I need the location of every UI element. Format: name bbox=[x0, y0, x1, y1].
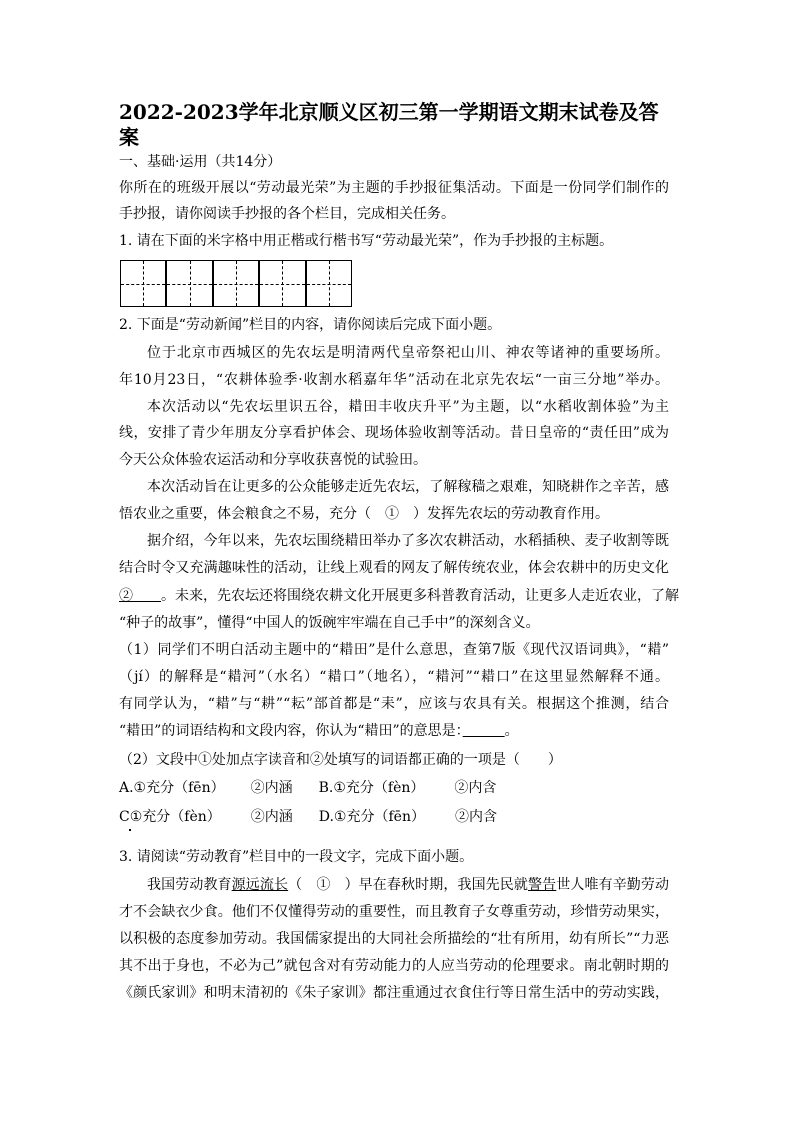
passage-line: 本次活动以“先农坛里识五谷，耤田丰收庆升平”为主题，以“水稻收割体验”为主 bbox=[147, 399, 669, 415]
grid-cell[interactable] bbox=[260, 261, 306, 306]
grid-cell[interactable] bbox=[214, 261, 260, 306]
underlined-phrase: 警告 bbox=[528, 877, 557, 893]
passage-line: 以积极的态度参加劳动。我国儒家提出的大同社会所描绘的“壮有所用，幼有所长”“力恶 bbox=[119, 931, 669, 947]
passage-line: 《颜氏家训》和明末清初的《朱子家训》都注重通过衣食住行等日常生活中的劳动实践， bbox=[119, 985, 669, 1001]
option-a-word: ②内涵 bbox=[250, 780, 293, 796]
writing-grid[interactable] bbox=[120, 260, 352, 307]
sub-question-line: 有同学认为，“耤”与“耕”“耘”部首都是“耒”，应该与农具有关。根据这个推测，结合 bbox=[119, 696, 669, 712]
passage-line: 位于北京市西城区的先农坛是明清两代皇帝祭祀山川、神农等诸神的重要场所。 bbox=[147, 345, 669, 361]
option-a[interactable]: A.①充分（fēn） bbox=[119, 780, 225, 796]
option-c[interactable]: C①充分（fèn） bbox=[119, 809, 221, 825]
passage-line: 线，安排了青少年朋友分享看护体会、现场体验收割等活动。昔日皇帝的“责任田”成为 bbox=[119, 425, 669, 441]
passage-line: 悟农业之重要，体会粮食之不易，充分（ ① ）发挥先农坛的劳动教育作用。 bbox=[119, 506, 609, 522]
options-row bbox=[119, 808, 669, 826]
passage-line bbox=[147, 876, 669, 894]
intro-line: 手抄报，请你阅读手抄报的各个栏目，完成相关任务。 bbox=[119, 206, 455, 222]
question-2: 2. 下面是“劳动新闻”栏目的内容，请你阅读后完成下面小题。 bbox=[119, 317, 502, 333]
passage-line bbox=[119, 587, 679, 605]
intro-line: 你所在的班级开展以“劳动最光荣”为主题的手抄报征集活动。下面是一份同学们制作的 bbox=[119, 180, 669, 196]
option-d[interactable]: D.①充分（fēn） bbox=[318, 809, 425, 825]
grid-cell[interactable] bbox=[167, 261, 213, 306]
title-line: 2022-2023学年北京顺义区初三第一学期语文期末试卷及答 bbox=[119, 100, 659, 124]
grid-cell[interactable] bbox=[307, 261, 351, 306]
passage-text: （ ① ）早在春秋时期，我国先民就 bbox=[288, 877, 529, 893]
passage-text: 我国劳动教育 bbox=[147, 877, 232, 893]
sub-question-2: （2）文段中①处加点字读音和②处填写的词语都正确的一项是（ ） bbox=[119, 752, 562, 768]
passage-line: 才不会缺衣少食。他们不仅懂得劳动的重要性，而且教育子女尊重劳动，珍惜劳动果实， bbox=[119, 904, 669, 920]
title-line: 案 bbox=[119, 125, 139, 149]
emphasis-dot bbox=[129, 829, 131, 831]
underlined-phrase: 源远流长 bbox=[231, 877, 289, 893]
option-c-word: ②内涵 bbox=[250, 809, 293, 825]
passage-text: 。未来，先农坛还将围绕农耕文化开展更多科普教育活动，让更多人走近农业，了解 bbox=[161, 588, 679, 604]
section-heading: 一、基础·运用（共14分） bbox=[119, 154, 282, 170]
question-3: 3. 请阅读“劳动教育”栏目中的一段文字，完成下面小题。 bbox=[119, 849, 474, 865]
option-b[interactable]: B.①充分（fèn） bbox=[318, 780, 425, 796]
option-d-word: ②内含 bbox=[454, 809, 497, 825]
grid-cell[interactable] bbox=[121, 261, 167, 306]
passage-line: 据介绍，今年以来，先农坛围绕耤田举办了多次农耕活动，水稻插秧、麦子收割等既 bbox=[147, 533, 669, 549]
sub-question-text: “耤田”的词语结构和文段内容，你认为“耤田”的意思是： bbox=[119, 723, 463, 739]
sub-question-line bbox=[119, 722, 669, 740]
blank-2[interactable]: ② bbox=[119, 588, 161, 604]
sub-question-line: （1）同学们不明白活动主题中的“耤田”是什么意思，查第7版《现代汉语词典》，“耤” bbox=[119, 642, 669, 658]
option-b-word: ②内含 bbox=[454, 780, 497, 796]
passage-line: 其不出于身也，不必为己”就包含对有劳动能力的人应当劳动的伦理要求。南北朝时期的 bbox=[119, 958, 669, 974]
passage-line: 年10月23日，“农耕体验季·收割水稻嘉年华”活动在北京先农坛“一亩三分地”举办。 bbox=[119, 372, 669, 388]
document-title bbox=[119, 100, 671, 150]
question-1: 1. 请在下面的米字格中用正楷或行楷书写“劳动最光荣”，作为手抄报的主标题。 bbox=[119, 233, 614, 249]
sub-question-text: 。 bbox=[504, 723, 519, 739]
passage-line: “种子的故事”，懂得“中国人的饭碗牢牢端在自己手中”的深刻含义。 bbox=[119, 615, 540, 631]
answer-blank[interactable] bbox=[463, 723, 505, 739]
passage-line: 本次活动旨在让更多的公众能够走近先农坛，了解稼穑之艰难，知晓耕作之辛苦，感 bbox=[147, 479, 669, 495]
passage-line: 今天公众体验农运活动和分享收获喜悦的试验田。 bbox=[119, 452, 427, 468]
options-row bbox=[119, 779, 669, 797]
sub-question-line: （jí）的解释是“耤河”（水名）“耤口”（地名），“耤河”“耤口”在这里显然解释不通。 bbox=[119, 669, 669, 685]
passage-text: 世人唯有辛勤劳动 bbox=[556, 877, 669, 893]
passage-line: 结合时令又充满趣味性的活动，让线上观看的网友了解传统农业，体会农耕中的历史文化 bbox=[119, 560, 669, 576]
